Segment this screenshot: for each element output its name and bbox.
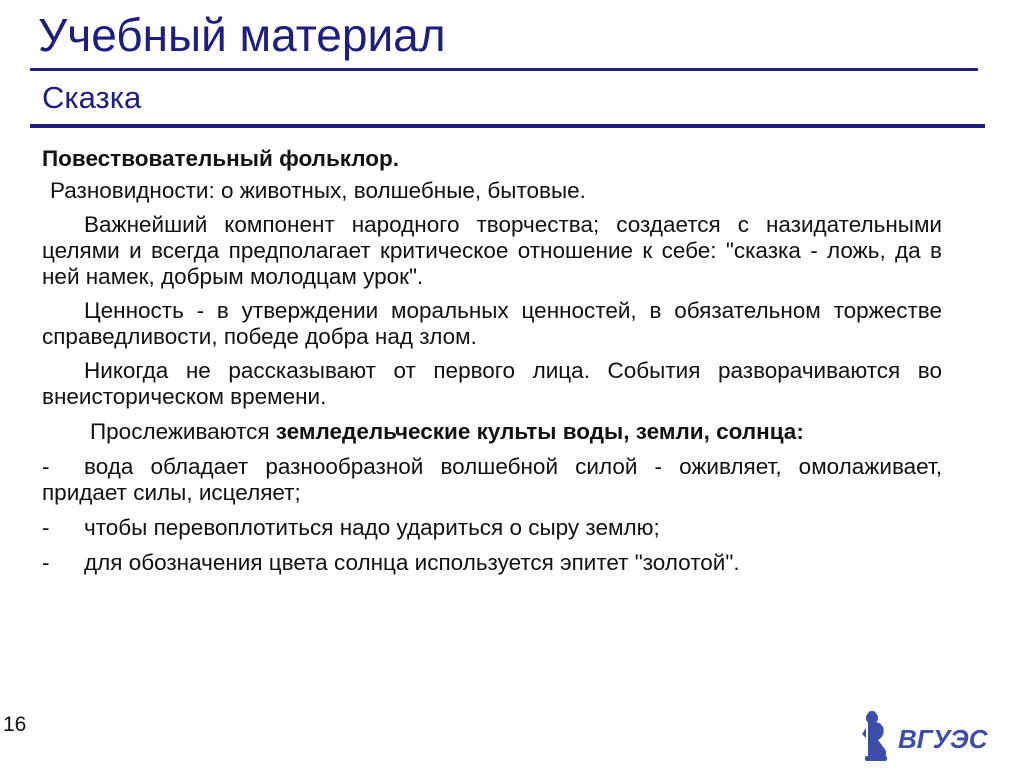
paragraph-cults xyxy=(42,419,942,445)
list-item-text: для обозначения цвета солнца используется эпитет "золотой". xyxy=(84,550,740,575)
slide-subtitle: Сказка xyxy=(42,80,142,115)
university-logo xyxy=(862,708,992,764)
list-item-text: чтобы перевоплотиться надо удариться о сыру землю; xyxy=(84,515,660,540)
slide-content xyxy=(42,146,942,576)
varieties-text: Разновидности: о животных, волшебные, бытовые. xyxy=(50,178,586,203)
bullet-dash: - xyxy=(42,550,50,575)
slide-number: 16 xyxy=(3,713,27,736)
paragraph-importance: Важнейший компонент народного творчества; создается с назидательными целями и всегда предполагает критическое отношение к себе: "сказка - ложь, да в ней намек, добрым молодцам урок". xyxy=(42,212,942,289)
list-item-text: вода обладает разнообразной волшебной силой - оживляет, омолаживает, придает силы, исцеляет; xyxy=(42,454,942,505)
bullet-dash: - xyxy=(42,515,50,540)
bullet-dash: - xyxy=(42,454,50,479)
university-emblem-icon xyxy=(862,708,992,764)
list-item xyxy=(42,515,942,541)
paragraph-value: Ценность - в утверждении моральных ценностей, в обязательном торжестве справедливости, победе добра над злом. xyxy=(42,298,942,349)
subtitle-divider xyxy=(30,124,985,128)
cults-bold-text: земледельческие культы воды, земли, солнца: xyxy=(275,419,804,444)
title-divider xyxy=(30,68,978,71)
cults-lead-text: Прослеживаются xyxy=(90,419,276,444)
logo-wordmark: ВГУЭС xyxy=(898,724,988,754)
paragraph-narration: Никогда не рассказывают от первого лица. События разворачиваются во внеисторическом времени. xyxy=(42,358,942,409)
section-heading: Повествовательный фольклор. xyxy=(42,146,400,171)
list-item xyxy=(42,550,942,576)
slide-title: Учебный материал xyxy=(38,9,446,61)
list-item xyxy=(42,454,942,506)
